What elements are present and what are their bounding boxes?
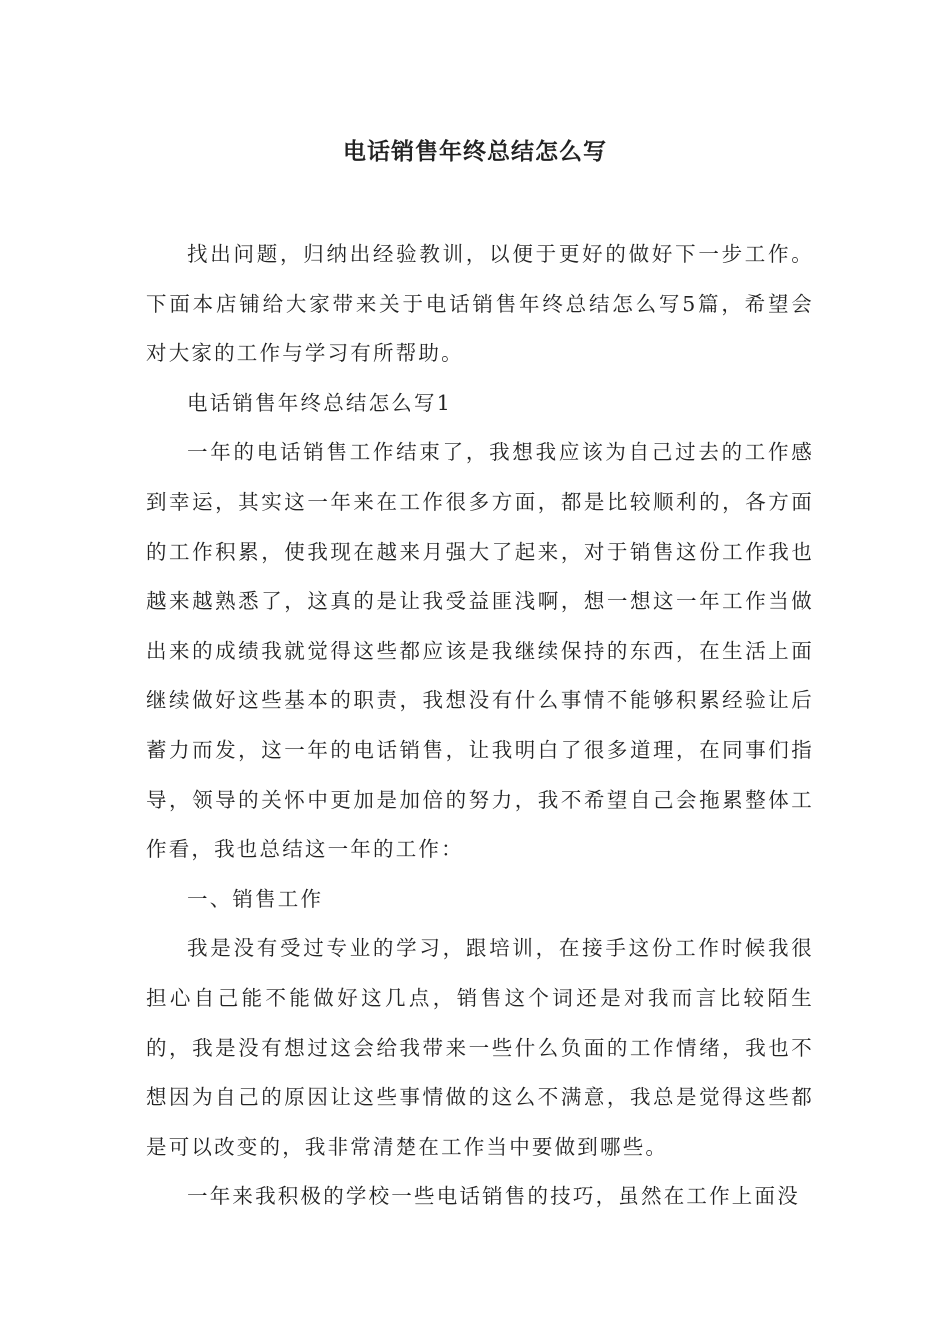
paragraph-2: 我是没有受过专业的学习，跟培训，在接手这份工作时候我很担心自己能不能做好这几点，销售这个词还是对我而言比较陌生的，我是没有想过这会给我带来一些什么负面的工作情绪，我也不想因为自己的原因让这些事情做的这么不满意，我总是觉得这些都是可以改变的，我非常清楚在工作当中要做到哪些。 (146, 936, 814, 1159)
document-title: 电话销售年终总结怎么写 (343, 138, 607, 165)
section-heading-1: 电话销售年终总结怎么写1 (187, 390, 452, 415)
paragraph-3: 一年来我积极的学校一些电话销售的技巧，虽然在工作上面没 (187, 1184, 800, 1209)
subsection-heading-sales: 一、销售工作 (187, 886, 324, 911)
document-body (146, 230, 814, 1222)
paragraph-1: 一年的电话销售工作结束了，我想我应该为自己过去的工作感到幸运，其实这一年来在工作很多方面，都是比较顺利的，各方面的工作积累，使我现在越来月强大了起来，对于销售这份工作我也越来越熟悉了，这真的是让我受益匪浅啊，想一想这一年工作当做出来的成绩我就觉得这些都应该是我继续保持的东西，在生活上面继续做好这些基本的职责，我想没有什么事情不能够积累经验让后蓄力而发，这一年的电话销售，让我明白了很多道理，在同事们指导，领导的关怀中更加是加倍的努力，我不希望自己会拖累整体工作看，我也总结这一年的工作： (146, 440, 814, 862)
paragraph-intro: 找出问题，归纳出经验教训，以便于更好的做好下一步工作。下面本店铺给大家带来关于电话销售年终总结怎么写5篇，希望会对大家的工作与学习有所帮助。 (146, 242, 814, 366)
